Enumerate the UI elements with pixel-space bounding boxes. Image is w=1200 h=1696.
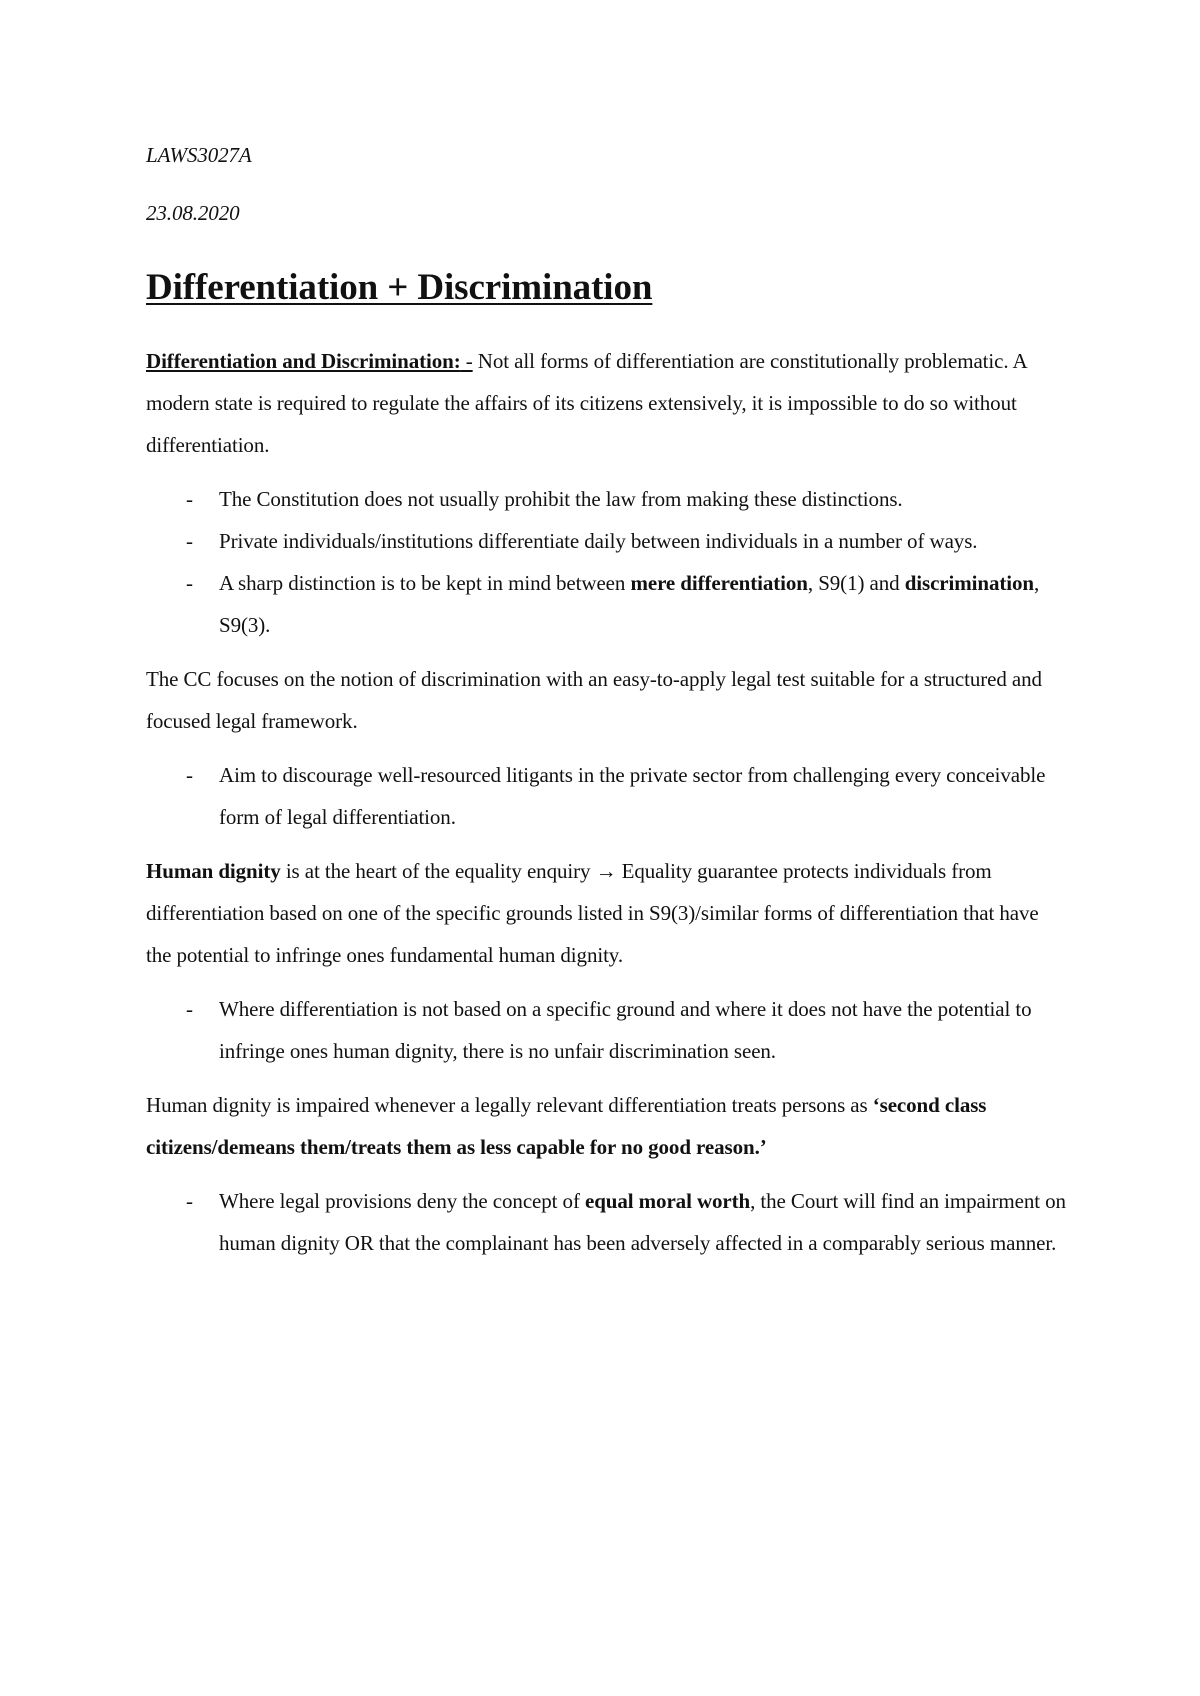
paragraph-text: Equality guarantee protects individuals from differentiation based on one of the specific grounds listed in S9(3)/similar forms of differentiation that have the potential to infringe ones fundamental human dignity. bbox=[146, 859, 1039, 967]
bullet-list-4 bbox=[146, 1180, 1066, 1264]
list-item-text: A sharp distinction is to be kept in mind between bbox=[219, 571, 631, 595]
course-code: LAWS3027A bbox=[146, 143, 252, 167]
bold-quote: ‘second class citizens/demeans them/treats them as less capable for no good reason.’ bbox=[146, 1093, 987, 1159]
bold-term: Human dignity bbox=[146, 859, 281, 883]
list-item-text: Aim to discourage well-resourced litigants in the private sector from challenging every conceivable form of legal differentiation. bbox=[219, 763, 1046, 829]
list-item bbox=[146, 562, 1066, 646]
dash-marker: - bbox=[186, 763, 193, 787]
section-heading: Differentiation and Discrimination: bbox=[146, 349, 461, 373]
document-page bbox=[146, 140, 1066, 1276]
bold-term: mere differentiation bbox=[630, 571, 808, 595]
dash-marker: - bbox=[186, 529, 193, 553]
list-item-text: , S9(3). bbox=[219, 571, 1040, 637]
dash-marker: - bbox=[186, 997, 193, 1021]
list-item-text: Where differentiation is not based on a specific ground and where it does not have the potential to infringe ones human dignity, there is no unfair discrimination seen. bbox=[219, 997, 1032, 1063]
bullet-list-3 bbox=[146, 988, 1066, 1072]
list-item-text: , the Court will find an impairment on human dignity OR that the complainant has been adversely affected in a comparably serious manner. bbox=[219, 1189, 1066, 1255]
list-item-text: Where legal provisions deny the concept of bbox=[219, 1189, 585, 1213]
paragraph-dignity-impaired bbox=[146, 1084, 1066, 1168]
bold-term: discrimination bbox=[904, 571, 1034, 595]
bullet-list-2 bbox=[146, 754, 1066, 838]
bullet-list-1 bbox=[146, 478, 1066, 646]
arrow-icon: → bbox=[595, 859, 617, 883]
paragraph-human-dignity bbox=[146, 850, 1066, 976]
paragraph-cc-focus: The CC focuses on the notion of discrimination with an easy-to-apply legal test suitable for a structured and focused legal framework. bbox=[146, 667, 1042, 733]
list-item bbox=[146, 520, 1066, 562]
paragraph-text: is at the heart of the equality enquiry bbox=[280, 859, 596, 883]
list-item-text: Private individuals/institutions differentiate daily between individuals in a number of ways. bbox=[219, 529, 978, 553]
list-item bbox=[146, 1180, 1066, 1264]
dash-marker: - bbox=[186, 571, 193, 595]
list-item bbox=[146, 988, 1066, 1072]
dash-marker: - bbox=[186, 1189, 193, 1213]
dash-marker: - bbox=[186, 487, 193, 511]
paragraph-text: Human dignity is impaired whenever a legally relevant differentiation treats persons as bbox=[146, 1093, 873, 1117]
list-item-text: , S9(1) and bbox=[807, 571, 905, 595]
document-title: Differentiation + Discrimination bbox=[146, 267, 653, 308]
heading-dash: - bbox=[460, 349, 473, 373]
list-item-text: The Constitution does not usually prohibit the law from making these distinctions. bbox=[219, 487, 903, 511]
paragraph-text: Not all forms of differentiation are constitutionally problematic. A modern state is required to regulate the affairs of its citizens extensively, it is impossible to do so without differentiation. bbox=[146, 349, 1027, 457]
list-item bbox=[146, 754, 1066, 838]
paragraph-differentiation-intro bbox=[146, 340, 1066, 466]
bold-term: equal moral worth bbox=[585, 1189, 751, 1213]
document-date: 23.08.2020 bbox=[146, 201, 240, 225]
list-item bbox=[146, 478, 1066, 520]
